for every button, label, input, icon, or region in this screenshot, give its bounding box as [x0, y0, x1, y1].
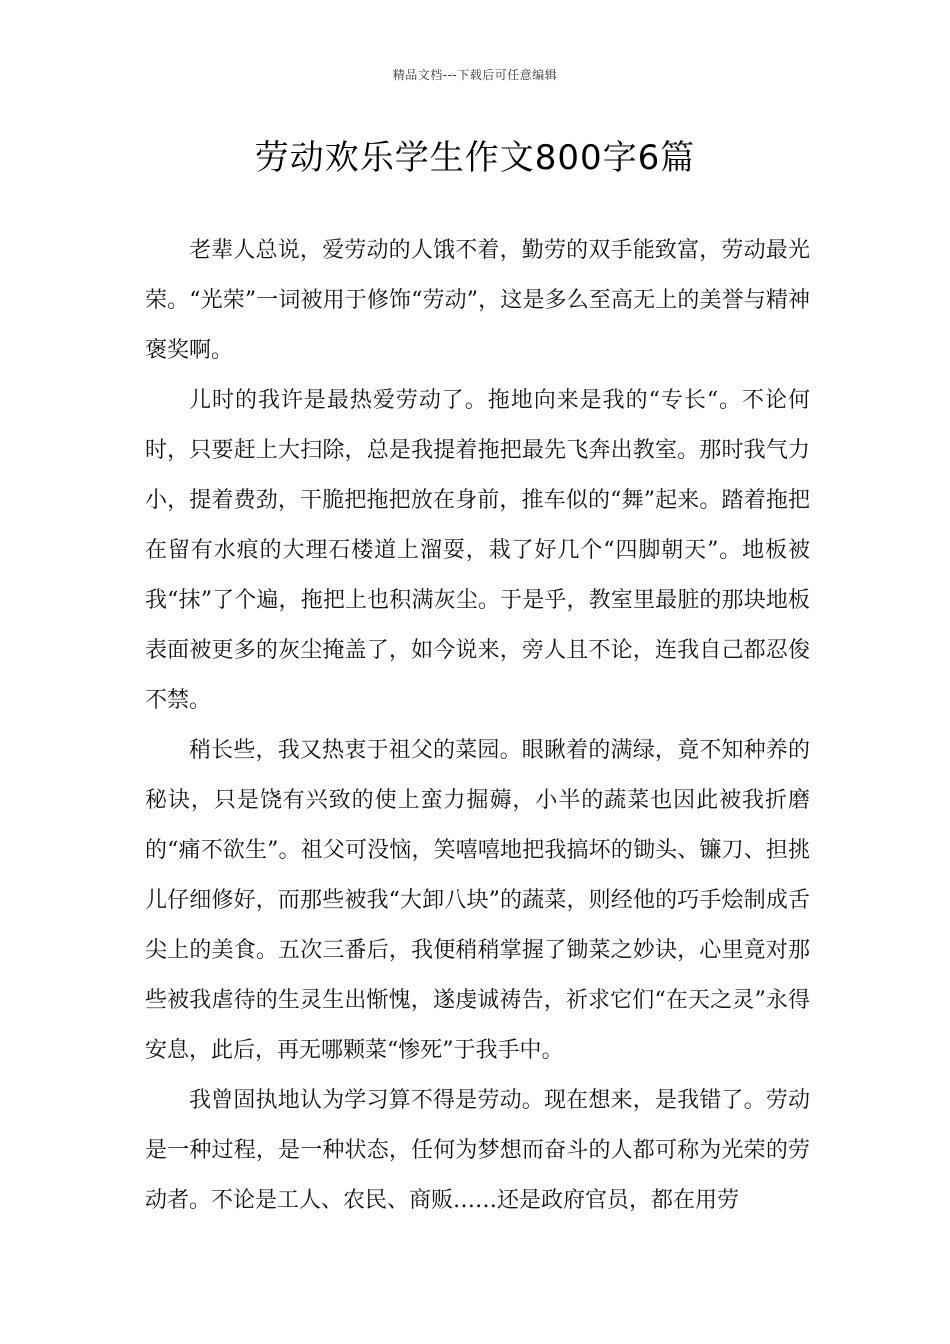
- document-body: [145, 226, 810, 1226]
- page-header-watermark: 精品文档---下载后可任意编辑: [392, 68, 558, 82]
- paragraph-4: 我曾固执地认为学习算不得是劳动。现在想来，是我错了。劳动是一种过程，是一种状态，任何为梦想而奋斗的人都可称为光荣的劳动者。不论是工人、农民、商贩……还是政府官员，都在用劳: [145, 1088, 810, 1213]
- document-title: 劳动欢乐学生作文800字6篇: [254, 138, 696, 178]
- paragraph-1: 老辈人总说，爱劳动的人饿不着，勤劳的双手能致富，劳动最光荣。“光荣”一词被用于修饰“劳动”，这是多么至高无上的美誉与精神褒奖啊。: [145, 238, 810, 363]
- paragraph-2: 儿时的我许是最热爱劳动了。拖地向来是我的“专长“。不论何时，只要赶上大扫除，总是我提着拖把最先飞奔出教室。那时我气力小，提着费劲，干脆把拖把放在身前，推车似的“舞”起来。踏着拖把在留有水痕的大理石楼道上溜耍，栽了好几个“四脚朝天”。地板被我“抹”了个遍，拖把上也积满灰尘。于是乎，教室里最脏的那块地板表面被更多的灰尘掩盖了，如今说来，旁人且不论，连我自己都忍俊不禁。: [145, 388, 810, 713]
- paragraph-3: 稍长些，我又热衷于祖父的菜园。眼瞅着的满绿，竟不知种养的秘诀，只是饶有兴致的使上蛮力掘薅，小半的蔬菜也因此被我折磨的“痛不欲生”。祖父可没恼，笑嘻嘻地把我搞坏的锄头、镰刀、担挑儿仔细修好，而那些被我“大卸八块”的蔬菜，则经他的巧手烩制成舌尖上的美食。五次三番后，我便稍稍掌握了锄菜之妙诀，心里竟对那些被我虐待的生灵生出惭愧，遂虔诚祷告，祈求它们“在天之灵”永得安息，此后，再无哪颗菜“惨死”于我手中。: [145, 738, 810, 1063]
